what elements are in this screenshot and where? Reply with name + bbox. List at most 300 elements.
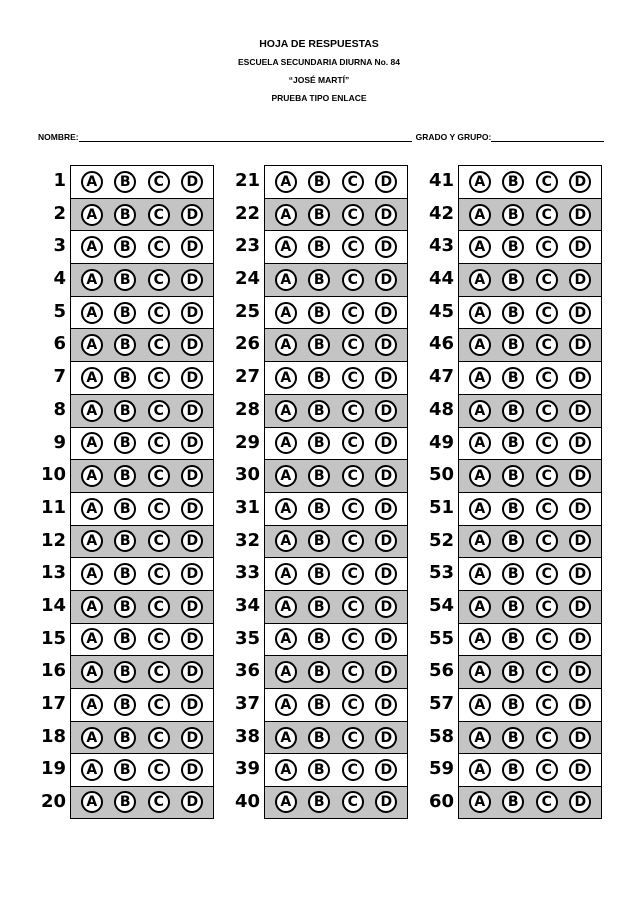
option-bubble-a[interactable]: A bbox=[275, 302, 297, 324]
question-number: 9 bbox=[53, 431, 66, 453]
option-bubble-d[interactable]: D bbox=[569, 204, 591, 226]
option-bubble-c[interactable]: C bbox=[342, 759, 364, 781]
option-bubble-a[interactable]: A bbox=[469, 498, 491, 520]
option-bubble-c[interactable]: C bbox=[536, 661, 558, 683]
option-bubble-c[interactable]: C bbox=[148, 628, 170, 650]
grade-field[interactable] bbox=[491, 131, 604, 142]
option-bubble-b[interactable]: B bbox=[502, 204, 524, 226]
option-bubble-c[interactable]: C bbox=[148, 302, 170, 324]
option-bubble-a[interactable]: A bbox=[81, 269, 103, 291]
option-bubble-c[interactable]: C bbox=[536, 791, 558, 813]
option-bubble-c[interactable]: C bbox=[536, 563, 558, 585]
question-number: 37 bbox=[234, 693, 260, 714]
option-bubble-c[interactable]: C bbox=[148, 465, 170, 487]
option-bubble-d[interactable]: D bbox=[375, 171, 397, 193]
option-bubble-c[interactable]: C bbox=[148, 204, 170, 226]
option-bubble-d[interactable]: D bbox=[569, 530, 591, 552]
option-bubble-c[interactable]: C bbox=[148, 432, 170, 454]
option-bubble-b[interactable]: B bbox=[308, 563, 330, 585]
options-box bbox=[70, 623, 214, 656]
option-bubble-c[interactable]: C bbox=[342, 498, 364, 520]
option-bubble-c[interactable]: C bbox=[342, 171, 364, 193]
option-bubble-b[interactable]: B bbox=[308, 498, 330, 520]
option-bubble-d[interactable]: D bbox=[569, 727, 591, 749]
option-bubble-c[interactable]: C bbox=[536, 269, 558, 291]
option-bubble-b[interactable]: B bbox=[502, 367, 524, 389]
option-bubble-b[interactable]: B bbox=[308, 171, 330, 193]
option-bubble-c[interactable]: C bbox=[342, 367, 364, 389]
question-number: 41 bbox=[428, 170, 454, 191]
option-bubble-c[interactable]: C bbox=[536, 727, 558, 749]
option-bubble-d[interactable]: D bbox=[181, 563, 203, 585]
option-bubble-b[interactable]: B bbox=[114, 628, 136, 650]
question-number: 58 bbox=[428, 725, 454, 747]
option-bubble-d[interactable]: D bbox=[375, 432, 397, 454]
option-bubble-b[interactable]: B bbox=[114, 563, 136, 585]
option-bubble-d[interactable]: D bbox=[569, 171, 591, 193]
option-bubble-c[interactable]: C bbox=[536, 694, 558, 716]
option-bubble-c[interactable]: C bbox=[536, 334, 558, 356]
option-bubble-b[interactable]: B bbox=[502, 727, 524, 749]
option-bubble-a[interactable]: A bbox=[81, 302, 103, 324]
option-bubble-c[interactable]: C bbox=[148, 791, 170, 813]
option-bubble-c[interactable]: C bbox=[342, 465, 364, 487]
option-bubble-d[interactable]: D bbox=[181, 367, 203, 389]
question-number: 49 bbox=[428, 431, 454, 453]
option-bubble-a[interactable]: A bbox=[275, 727, 297, 749]
option-bubble-b[interactable]: B bbox=[308, 236, 330, 258]
options-box bbox=[264, 328, 408, 361]
option-bubble-a[interactable]: A bbox=[275, 400, 297, 422]
question-number: 59 bbox=[428, 758, 454, 780]
option-bubble-d[interactable]: D bbox=[569, 400, 591, 422]
question-number: 23 bbox=[234, 235, 260, 257]
option-bubble-c[interactable]: C bbox=[536, 759, 558, 781]
option-bubble-a[interactable]: A bbox=[81, 400, 103, 422]
option-bubble-a[interactable]: A bbox=[469, 171, 491, 193]
option-bubble-b[interactable]: B bbox=[308, 465, 330, 487]
question-number: 53 bbox=[428, 562, 454, 584]
option-bubble-b[interactable]: B bbox=[114, 596, 136, 618]
options-box bbox=[458, 623, 602, 656]
option-bubble-a[interactable]: A bbox=[275, 236, 297, 258]
option-bubble-c[interactable]: C bbox=[342, 302, 364, 324]
option-bubble-d[interactable]: D bbox=[181, 204, 203, 226]
option-bubble-a[interactable]: A bbox=[275, 334, 297, 356]
option-bubble-a[interactable]: A bbox=[469, 727, 491, 749]
option-bubble-d[interactable]: D bbox=[375, 367, 397, 389]
option-bubble-c[interactable]: C bbox=[342, 727, 364, 749]
option-bubble-a[interactable]: A bbox=[469, 628, 491, 650]
options-box bbox=[264, 165, 408, 198]
option-bubble-c[interactable]: C bbox=[536, 204, 558, 226]
option-bubble-a[interactable]: A bbox=[275, 759, 297, 781]
option-bubble-b[interactable]: B bbox=[502, 694, 524, 716]
option-bubble-a[interactable]: A bbox=[275, 791, 297, 813]
option-bubble-b[interactable]: B bbox=[502, 791, 524, 813]
option-bubble-b[interactable]: B bbox=[308, 694, 330, 716]
option-bubble-c[interactable]: C bbox=[342, 400, 364, 422]
question-number: 5 bbox=[53, 300, 66, 322]
option-bubble-a[interactable]: A bbox=[275, 465, 297, 487]
option-bubble-b[interactable]: B bbox=[114, 498, 136, 520]
option-bubble-b[interactable]: B bbox=[502, 400, 524, 422]
option-bubble-c[interactable]: C bbox=[342, 334, 364, 356]
question-number: 26 bbox=[234, 333, 260, 355]
option-bubble-d[interactable]: D bbox=[181, 236, 203, 258]
option-bubble-d[interactable]: D bbox=[181, 661, 203, 683]
option-bubble-a[interactable]: A bbox=[81, 171, 103, 193]
question-number: 8 bbox=[53, 398, 66, 420]
name-field[interactable] bbox=[79, 131, 412, 142]
options-box bbox=[70, 165, 214, 198]
option-bubble-b[interactable]: B bbox=[502, 628, 524, 650]
option-bubble-d[interactable]: D bbox=[375, 498, 397, 520]
option-bubble-b[interactable]: B bbox=[308, 628, 330, 650]
option-bubble-d[interactable]: D bbox=[375, 334, 397, 356]
option-bubble-c[interactable]: C bbox=[342, 661, 364, 683]
question-number: 12 bbox=[40, 529, 66, 551]
option-bubble-d[interactable]: D bbox=[181, 727, 203, 749]
options-box bbox=[264, 459, 408, 492]
option-bubble-a[interactable]: A bbox=[81, 727, 103, 749]
option-bubble-b[interactable]: B bbox=[502, 661, 524, 683]
option-bubble-c[interactable]: C bbox=[342, 269, 364, 291]
option-bubble-c[interactable]: C bbox=[536, 498, 558, 520]
option-bubble-b[interactable]: B bbox=[308, 367, 330, 389]
question-number: 30 bbox=[234, 464, 260, 486]
option-bubble-b[interactable]: B bbox=[308, 791, 330, 813]
option-bubble-c[interactable]: C bbox=[148, 661, 170, 683]
options-box bbox=[458, 525, 602, 558]
question-number: 55 bbox=[428, 627, 454, 649]
options-box bbox=[458, 427, 602, 460]
options-box bbox=[70, 230, 214, 263]
option-bubble-b[interactable]: B bbox=[114, 432, 136, 454]
options-box bbox=[264, 721, 408, 754]
option-bubble-d[interactable]: D bbox=[375, 661, 397, 683]
option-bubble-b[interactable]: B bbox=[114, 727, 136, 749]
option-bubble-a[interactable]: A bbox=[469, 759, 491, 781]
option-bubble-d[interactable]: D bbox=[181, 465, 203, 487]
option-bubble-c[interactable]: C bbox=[148, 236, 170, 258]
option-bubble-c[interactable]: C bbox=[148, 759, 170, 781]
option-bubble-b[interactable]: B bbox=[502, 171, 524, 193]
question-number: 60 bbox=[428, 791, 454, 813]
option-bubble-a[interactable]: A bbox=[469, 302, 491, 324]
options-box bbox=[458, 296, 602, 329]
option-bubble-b[interactable]: B bbox=[114, 465, 136, 487]
option-bubble-a[interactable]: A bbox=[469, 400, 491, 422]
option-bubble-d[interactable]: D bbox=[569, 498, 591, 520]
option-bubble-b[interactable]: B bbox=[114, 269, 136, 291]
option-bubble-a[interactable]: A bbox=[275, 204, 297, 226]
option-bubble-a[interactable]: A bbox=[469, 236, 491, 258]
option-bubble-d[interactable]: D bbox=[569, 367, 591, 389]
question-number: 46 bbox=[428, 333, 454, 355]
option-bubble-a[interactable]: A bbox=[81, 236, 103, 258]
option-bubble-d[interactable]: D bbox=[375, 628, 397, 650]
options-box bbox=[458, 263, 602, 296]
question-number: 57 bbox=[428, 693, 454, 714]
option-bubble-b[interactable]: B bbox=[308, 204, 330, 226]
option-bubble-c[interactable]: C bbox=[148, 563, 170, 585]
option-bubble-b[interactable]: B bbox=[308, 302, 330, 324]
option-bubble-a[interactable]: A bbox=[81, 563, 103, 585]
option-bubble-d[interactable]: D bbox=[375, 563, 397, 585]
option-bubble-d[interactable]: D bbox=[375, 400, 397, 422]
option-bubble-b[interactable]: B bbox=[114, 759, 136, 781]
option-bubble-a[interactable]: A bbox=[81, 596, 103, 618]
option-bubble-a[interactable]: A bbox=[81, 628, 103, 650]
option-bubble-d[interactable]: D bbox=[569, 596, 591, 618]
option-bubble-c[interactable]: C bbox=[536, 302, 558, 324]
option-bubble-a[interactable]: A bbox=[275, 661, 297, 683]
option-bubble-d[interactable]: D bbox=[181, 269, 203, 291]
option-bubble-a[interactable]: A bbox=[81, 661, 103, 683]
option-bubble-a[interactable]: A bbox=[275, 530, 297, 552]
option-bubble-b[interactable]: B bbox=[308, 269, 330, 291]
options-box bbox=[264, 296, 408, 329]
option-bubble-a[interactable]: A bbox=[469, 269, 491, 291]
option-bubble-c[interactable]: C bbox=[148, 334, 170, 356]
option-bubble-d[interactable]: D bbox=[181, 171, 203, 193]
option-bubble-c[interactable]: C bbox=[536, 367, 558, 389]
option-bubble-d[interactable]: D bbox=[569, 302, 591, 324]
option-bubble-a[interactable]: A bbox=[469, 204, 491, 226]
option-bubble-a[interactable]: A bbox=[81, 530, 103, 552]
option-bubble-b[interactable]: B bbox=[502, 759, 524, 781]
question-number: 4 bbox=[53, 268, 66, 290]
option-bubble-b[interactable]: B bbox=[502, 269, 524, 291]
option-bubble-d[interactable]: D bbox=[181, 596, 203, 618]
option-bubble-a[interactable]: A bbox=[469, 432, 491, 454]
options-box bbox=[458, 688, 602, 721]
option-bubble-d[interactable]: D bbox=[569, 236, 591, 258]
option-bubble-a[interactable]: A bbox=[275, 628, 297, 650]
option-bubble-a[interactable]: A bbox=[81, 465, 103, 487]
option-bubble-d[interactable]: D bbox=[375, 204, 397, 226]
option-bubble-d[interactable]: D bbox=[181, 694, 203, 716]
question-number: 17 bbox=[40, 693, 66, 714]
option-bubble-d[interactable]: D bbox=[569, 432, 591, 454]
option-bubble-d[interactable]: D bbox=[569, 334, 591, 356]
option-bubble-a[interactable]: A bbox=[81, 694, 103, 716]
question-number: 39 bbox=[234, 758, 260, 780]
option-bubble-b[interactable]: B bbox=[308, 400, 330, 422]
option-bubble-b[interactable]: B bbox=[502, 334, 524, 356]
option-bubble-c[interactable]: C bbox=[536, 400, 558, 422]
option-bubble-b[interactable]: B bbox=[114, 694, 136, 716]
option-bubble-d[interactable]: D bbox=[569, 661, 591, 683]
option-bubble-b[interactable]: B bbox=[308, 596, 330, 618]
option-bubble-b[interactable]: B bbox=[502, 498, 524, 520]
option-bubble-c[interactable]: C bbox=[342, 694, 364, 716]
option-bubble-b[interactable]: B bbox=[502, 302, 524, 324]
option-bubble-a[interactable]: A bbox=[469, 465, 491, 487]
option-bubble-d[interactable]: D bbox=[375, 596, 397, 618]
option-bubble-a[interactable]: A bbox=[469, 530, 491, 552]
option-bubble-b[interactable]: B bbox=[114, 171, 136, 193]
question-number: 52 bbox=[428, 529, 454, 551]
option-bubble-b[interactable]: B bbox=[502, 236, 524, 258]
option-bubble-d[interactable]: D bbox=[181, 400, 203, 422]
option-bubble-d[interactable]: D bbox=[181, 498, 203, 520]
option-bubble-b[interactable]: B bbox=[114, 400, 136, 422]
option-bubble-b[interactable]: B bbox=[308, 432, 330, 454]
option-bubble-b[interactable]: B bbox=[114, 236, 136, 258]
option-bubble-a[interactable]: A bbox=[469, 791, 491, 813]
grade-label: GRADO Y GRUPO: bbox=[415, 132, 492, 142]
option-bubble-c[interactable]: C bbox=[342, 236, 364, 258]
question-number: 21 bbox=[234, 170, 260, 191]
option-bubble-d[interactable]: D bbox=[181, 759, 203, 781]
option-bubble-b[interactable]: B bbox=[308, 334, 330, 356]
options-box bbox=[458, 721, 602, 754]
option-bubble-d[interactable]: D bbox=[375, 302, 397, 324]
question-number: 19 bbox=[40, 758, 66, 780]
question-number: 48 bbox=[428, 398, 454, 420]
option-bubble-c[interactable]: C bbox=[536, 432, 558, 454]
option-bubble-a[interactable]: A bbox=[81, 759, 103, 781]
option-bubble-d[interactable]: D bbox=[181, 628, 203, 650]
option-bubble-d[interactable]: D bbox=[375, 269, 397, 291]
question-number: 38 bbox=[234, 725, 260, 747]
option-bubble-c[interactable]: C bbox=[342, 791, 364, 813]
option-bubble-a[interactable]: A bbox=[275, 498, 297, 520]
option-bubble-d[interactable]: D bbox=[375, 236, 397, 258]
option-bubble-d[interactable]: D bbox=[569, 694, 591, 716]
option-bubble-b[interactable]: B bbox=[308, 759, 330, 781]
options-box bbox=[264, 427, 408, 460]
question-number: 54 bbox=[428, 594, 454, 616]
option-bubble-c[interactable]: C bbox=[148, 498, 170, 520]
option-bubble-d[interactable]: D bbox=[375, 759, 397, 781]
option-bubble-d[interactable]: D bbox=[569, 791, 591, 813]
option-bubble-c[interactable]: C bbox=[536, 530, 558, 552]
option-bubble-b[interactable]: B bbox=[114, 791, 136, 813]
option-bubble-c[interactable]: C bbox=[342, 530, 364, 552]
option-bubble-c[interactable]: C bbox=[342, 596, 364, 618]
option-bubble-c[interactable]: C bbox=[536, 465, 558, 487]
question-number: 28 bbox=[234, 398, 260, 420]
option-bubble-d[interactable]: D bbox=[375, 465, 397, 487]
option-bubble-a[interactable]: A bbox=[469, 334, 491, 356]
option-bubble-a[interactable]: A bbox=[275, 171, 297, 193]
option-bubble-c[interactable]: C bbox=[536, 596, 558, 618]
option-bubble-c[interactable]: C bbox=[148, 596, 170, 618]
options-box bbox=[264, 557, 408, 590]
options-box bbox=[70, 557, 214, 590]
options-box bbox=[458, 557, 602, 590]
option-bubble-a[interactable]: A bbox=[275, 432, 297, 454]
option-bubble-b[interactable]: B bbox=[114, 204, 136, 226]
option-bubble-c[interactable]: C bbox=[342, 563, 364, 585]
question-number: 32 bbox=[234, 529, 260, 551]
question-number: 22 bbox=[234, 202, 260, 224]
option-bubble-c[interactable]: C bbox=[342, 432, 364, 454]
option-bubble-d[interactable]: D bbox=[569, 759, 591, 781]
option-bubble-c[interactable]: C bbox=[148, 171, 170, 193]
option-bubble-b[interactable]: B bbox=[308, 727, 330, 749]
option-bubble-a[interactable]: A bbox=[275, 367, 297, 389]
option-bubble-d[interactable]: D bbox=[569, 563, 591, 585]
option-bubble-a[interactable]: A bbox=[275, 596, 297, 618]
options-box bbox=[458, 492, 602, 525]
option-bubble-d[interactable]: D bbox=[375, 530, 397, 552]
option-bubble-b[interactable]: B bbox=[114, 530, 136, 552]
option-bubble-d[interactable]: D bbox=[375, 727, 397, 749]
option-bubble-a[interactable]: A bbox=[275, 563, 297, 585]
option-bubble-d[interactable]: D bbox=[375, 791, 397, 813]
option-bubble-b[interactable]: B bbox=[502, 530, 524, 552]
option-bubble-c[interactable]: C bbox=[342, 204, 364, 226]
option-bubble-a[interactable]: A bbox=[469, 563, 491, 585]
option-bubble-c[interactable]: C bbox=[148, 530, 170, 552]
option-bubble-d[interactable]: D bbox=[569, 465, 591, 487]
option-bubble-a[interactable]: A bbox=[81, 204, 103, 226]
option-bubble-c[interactable]: C bbox=[148, 694, 170, 716]
question-number: 18 bbox=[40, 725, 66, 747]
question-number: 35 bbox=[234, 627, 260, 649]
option-bubble-b[interactable]: B bbox=[114, 367, 136, 389]
option-bubble-a[interactable]: A bbox=[469, 694, 491, 716]
option-bubble-a[interactable]: A bbox=[275, 269, 297, 291]
option-bubble-d[interactable]: D bbox=[569, 269, 591, 291]
option-bubble-a[interactable]: A bbox=[81, 791, 103, 813]
option-bubble-b[interactable]: B bbox=[502, 432, 524, 454]
question-number: 51 bbox=[428, 496, 454, 518]
option-bubble-c[interactable]: C bbox=[148, 400, 170, 422]
option-bubble-b[interactable]: B bbox=[114, 661, 136, 683]
option-bubble-d[interactable]: D bbox=[569, 628, 591, 650]
option-bubble-b[interactable]: B bbox=[114, 302, 136, 324]
option-bubble-d[interactable]: D bbox=[181, 334, 203, 356]
options-box bbox=[70, 753, 214, 786]
option-bubble-b[interactable]: B bbox=[502, 465, 524, 487]
option-bubble-c[interactable]: C bbox=[536, 628, 558, 650]
options-box bbox=[458, 786, 602, 819]
school-line: ESCUELA SECUNDARIA DIURNA No. 84 bbox=[238, 57, 400, 67]
option-bubble-d[interactable]: D bbox=[181, 530, 203, 552]
option-bubble-b[interactable]: B bbox=[502, 563, 524, 585]
option-bubble-b[interactable]: B bbox=[308, 661, 330, 683]
option-bubble-c[interactable]: C bbox=[536, 171, 558, 193]
option-bubble-a[interactable]: A bbox=[275, 694, 297, 716]
option-bubble-d[interactable]: D bbox=[181, 432, 203, 454]
option-bubble-c[interactable]: C bbox=[536, 236, 558, 258]
option-bubble-a[interactable]: A bbox=[469, 367, 491, 389]
option-bubble-c[interactable]: C bbox=[342, 628, 364, 650]
option-bubble-c[interactable]: C bbox=[148, 727, 170, 749]
option-bubble-d[interactable]: D bbox=[375, 694, 397, 716]
option-bubble-a[interactable]: A bbox=[469, 596, 491, 618]
option-bubble-c[interactable]: C bbox=[148, 367, 170, 389]
option-bubble-b[interactable]: B bbox=[502, 596, 524, 618]
option-bubble-d[interactable]: D bbox=[181, 791, 203, 813]
option-bubble-c[interactable]: C bbox=[148, 269, 170, 291]
options-box bbox=[264, 361, 408, 394]
option-bubble-a[interactable]: A bbox=[469, 661, 491, 683]
options-box bbox=[264, 394, 408, 427]
option-bubble-b[interactable]: B bbox=[308, 530, 330, 552]
option-bubble-b[interactable]: B bbox=[114, 334, 136, 356]
option-bubble-a[interactable]: A bbox=[81, 367, 103, 389]
option-bubble-a[interactable]: A bbox=[81, 334, 103, 356]
option-bubble-a[interactable]: A bbox=[81, 498, 103, 520]
option-bubble-d[interactable]: D bbox=[181, 302, 203, 324]
option-bubble-a[interactable]: A bbox=[81, 432, 103, 454]
